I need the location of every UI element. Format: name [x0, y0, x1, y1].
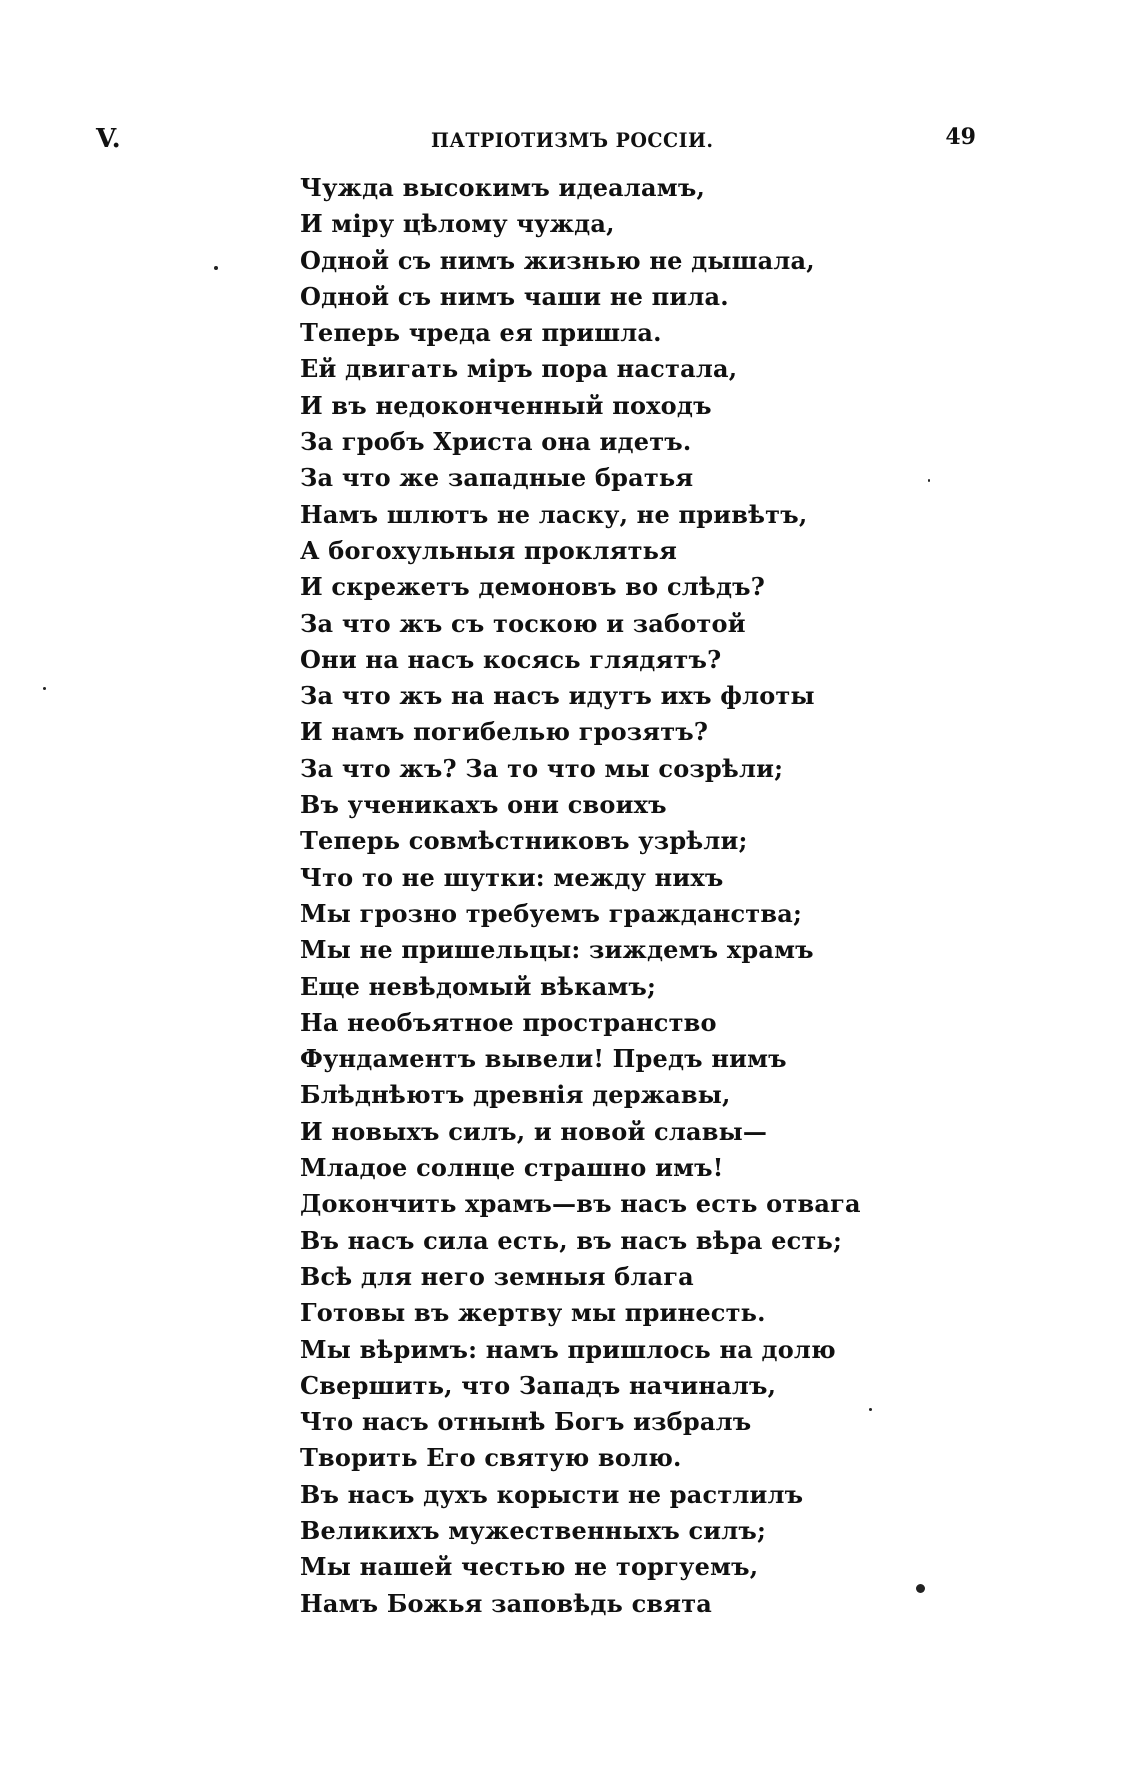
poem-line: Въ ученикахъ они своихъ [300, 790, 667, 820]
poem-line: Теперь совмѣстниковъ узрѣли; [300, 826, 748, 856]
print-speck [928, 479, 930, 482]
poem-line: За что жъ? За то что мы созрѣли; [300, 753, 784, 783]
poem-line: А богохульныя проклятья [300, 535, 678, 565]
poem-line: Что то не шутки: между нихъ [300, 862, 724, 892]
poem-line: Великихъ мужественныхъ силъ; [300, 1515, 767, 1545]
section-number: V. [96, 124, 121, 154]
print-speck [43, 687, 46, 690]
poem-line: И новыхъ силъ, и новой славы— [300, 1116, 768, 1146]
poem-line: За гробъ Христа она идетъ. [300, 427, 692, 457]
poem-line: Готовы въ жертву мы принесть. [300, 1298, 766, 1328]
poem-line: Свершить, что Западъ начиналъ, [300, 1370, 777, 1400]
poem-line: Они на насъ косясь глядятъ? [300, 644, 722, 674]
print-speck [214, 266, 218, 270]
poem-line: И намъ погибелью грозятъ? [300, 717, 709, 747]
poem-line: Творить Его святую волю. [300, 1443, 682, 1473]
poem-line: Мы нашей честью не торгуемъ, [300, 1552, 759, 1582]
poem-line: Что насъ отнынѣ Богъ избралъ [300, 1407, 752, 1437]
poem-line: Мы вѣримъ: намъ пришлось на долю [300, 1334, 836, 1364]
poem-line: Намъ Божья заповѣдь свята [300, 1588, 713, 1618]
poem-line: На необъятное пространство [300, 1007, 717, 1037]
poem-line: За что же западные братья [300, 463, 694, 493]
running-title: ПАТРІОТИЗМЪ РОССІИ. [431, 128, 714, 152]
print-speck [869, 1408, 872, 1411]
poem-line: Одной съ нимъ чаши не пила. [300, 281, 729, 311]
page-number: 49 [945, 124, 976, 150]
poem-line: Чужда высокимъ идеаламъ, [300, 173, 706, 202]
poem-line: Намъ шлютъ не ласку, не привѣтъ, [300, 499, 808, 529]
poem-text [300, 170, 900, 1622]
page-header [96, 124, 976, 160]
poem-line: Одной съ нимъ жизнью не дышала, [300, 245, 815, 275]
poem-line: Въ насъ духъ корысти не растлилъ [300, 1479, 804, 1509]
poem-line: И въ недоконченный походъ [300, 390, 712, 420]
poem-line: Младое солнце страшно имъ! [300, 1153, 724, 1183]
poem-line: Фундаментъ вывели! Предъ нимъ [300, 1044, 787, 1074]
poem-line: Докончить храмъ—въ насъ есть отвага [300, 1189, 861, 1219]
poem-line: Еще невѣдомый вѣкамъ; [300, 971, 657, 1001]
poem-line: Теперь чреда ея пришла. [300, 318, 662, 348]
poem-line: Мы не пришельцы: зиждемъ храмъ [300, 935, 814, 965]
poem-line: Блѣднѣютъ древнія державы, [300, 1080, 731, 1110]
poem-line: Ей двигать міръ пора настала, [300, 354, 738, 384]
poem-line: И скрежетъ демоновъ во слѣдъ? [300, 572, 766, 602]
poem-line: Въ насъ сила есть, въ насъ вѣра есть; [300, 1225, 843, 1255]
poem-line: За что жъ на насъ идутъ ихъ флоты [300, 681, 815, 711]
poem-line: Всѣ для него земныя блага [300, 1261, 694, 1291]
poem-line: Мы грозно требуемъ гражданства; [300, 898, 803, 928]
poem-line: За что жъ съ тоскою и заботой [300, 608, 746, 638]
print-speck [916, 1584, 925, 1593]
poem-line: И міру цѣлому чужда, [300, 209, 615, 239]
